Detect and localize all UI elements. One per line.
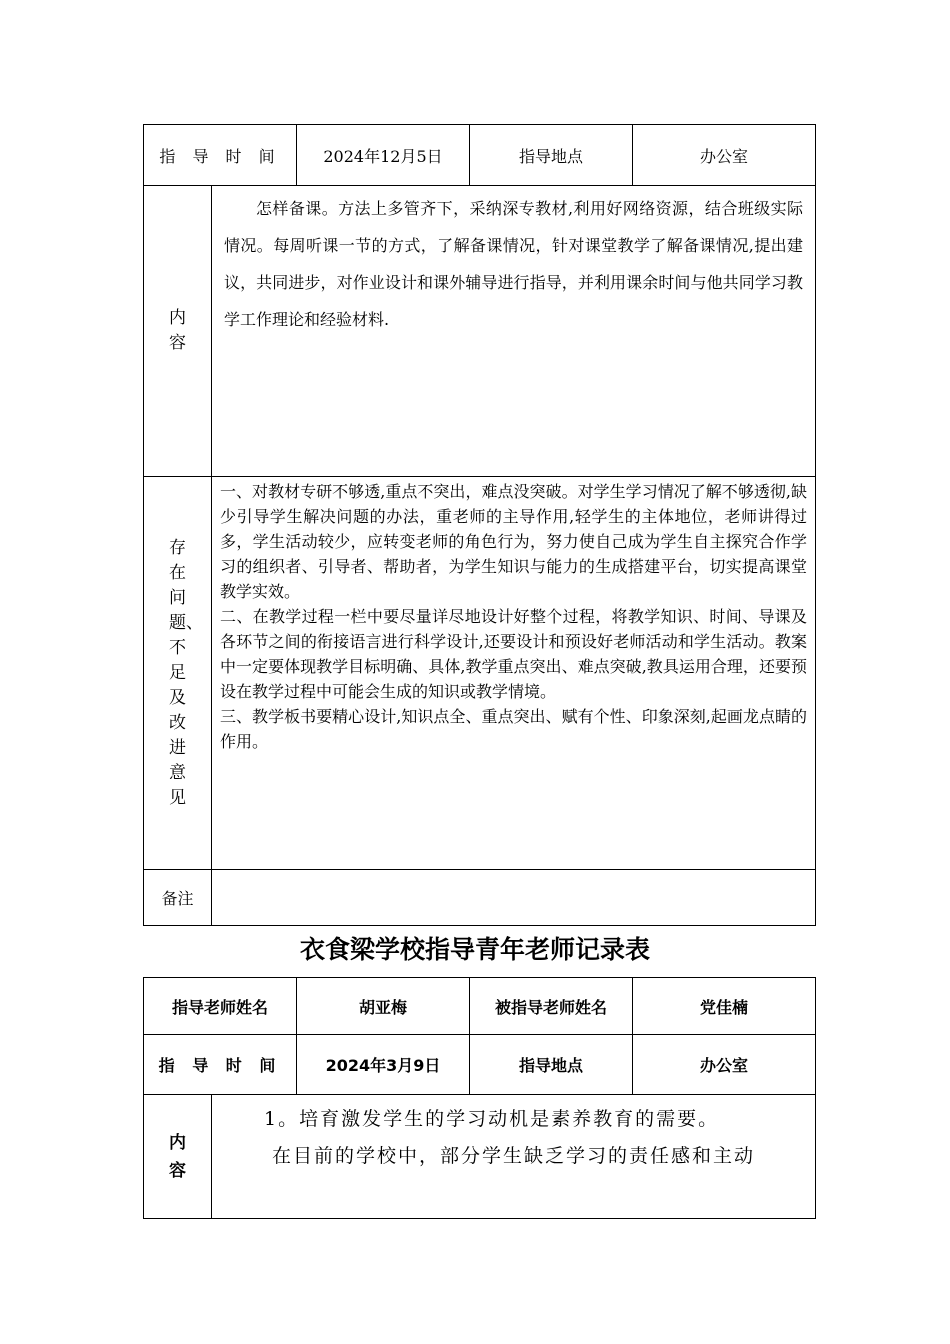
location-value-2: 办公室	[633, 1035, 816, 1095]
time-value-2: 2024年3月9日	[297, 1035, 470, 1095]
content-line: 1。培育激发学生的学习动机是素养教育的需要。	[264, 1108, 720, 1130]
content-label-cell-2	[144, 1095, 212, 1219]
issues-label: 存在问题、不足及改进意见	[169, 537, 203, 808]
mentee-label: 被指导老师姓名	[470, 978, 633, 1035]
time-value: 2024年12月5日	[297, 125, 470, 186]
record-table-2	[143, 977, 816, 1219]
content-label-2: 内容	[169, 1132, 186, 1181]
issue-item: 一、对教材专研不够透,重点不突出，难点没突破。对学生学习情况了解不够透彻,缺少引导学生解决问题的办法，重老师的主导作用,轻学生的主体地位，老师讲得过多，学生活动较少，应转变老师的角色行为，努力使自己成为学生自主探究合作学习的组织者、引导者、帮助者，为学生知识与能力的生成搭建平台，切实提高课堂教学实效。	[220, 482, 808, 601]
issues-label-cell	[144, 477, 212, 870]
location-label: 指导地点	[470, 125, 633, 186]
location-value: 办公室	[633, 125, 816, 186]
mentor-name: 胡亚梅	[297, 978, 470, 1035]
time-label: 指 导 时 间	[144, 125, 297, 186]
location-label-2: 指导地点	[470, 1035, 633, 1095]
time-label-2: 指 导 时 间	[144, 1035, 297, 1095]
mentee-name: 党佳楠	[633, 978, 816, 1035]
notes-label: 备注	[144, 870, 212, 926]
content-cell-2	[212, 1095, 816, 1219]
content-label: 内容	[169, 308, 186, 353]
issue-item: 二、在教学过程一栏中要尽量详尽地设计好整个过程，将教学知识、时间、导课及各环节之间的衔接语言进行科学设计,还要设计和预设好老师活动和学生活动。教案中一定要体现教学目标明确、具体,教学重点突出、难点突破,教具运用合理，还要预设在教学过程中可能会生成的知识或教学情境。	[220, 607, 808, 701]
page-title: 衣食梁学校指导青年老师记录表	[299, 935, 650, 964]
content-text: 怎样备课。方法上多管齐下，采纳深专教材,利用好网络资源，结合班级实际情况。每周听课一节的方式，了解备课情况，针对课堂教学了解备课情况,提出建议，共同进步，对作业设计和课外辅导进行指导，并利用课余时间与他共同学习教学工作理论和经验材料.	[224, 199, 804, 329]
issue-item: 三、教学板书要精心设计,知识点全、重点突出、赋有个性、印象深刻,起画龙点睛的作用。	[220, 707, 808, 751]
notes-value	[212, 870, 816, 926]
content-label-cell	[144, 186, 212, 477]
content-line: 在目前的学校中，部分学生缺乏学习的责任感和主动	[272, 1145, 756, 1167]
issues-cell	[212, 477, 816, 870]
mentor-label: 指导老师姓名	[144, 978, 297, 1035]
record-table-1	[143, 124, 816, 926]
content-cell	[212, 186, 816, 477]
